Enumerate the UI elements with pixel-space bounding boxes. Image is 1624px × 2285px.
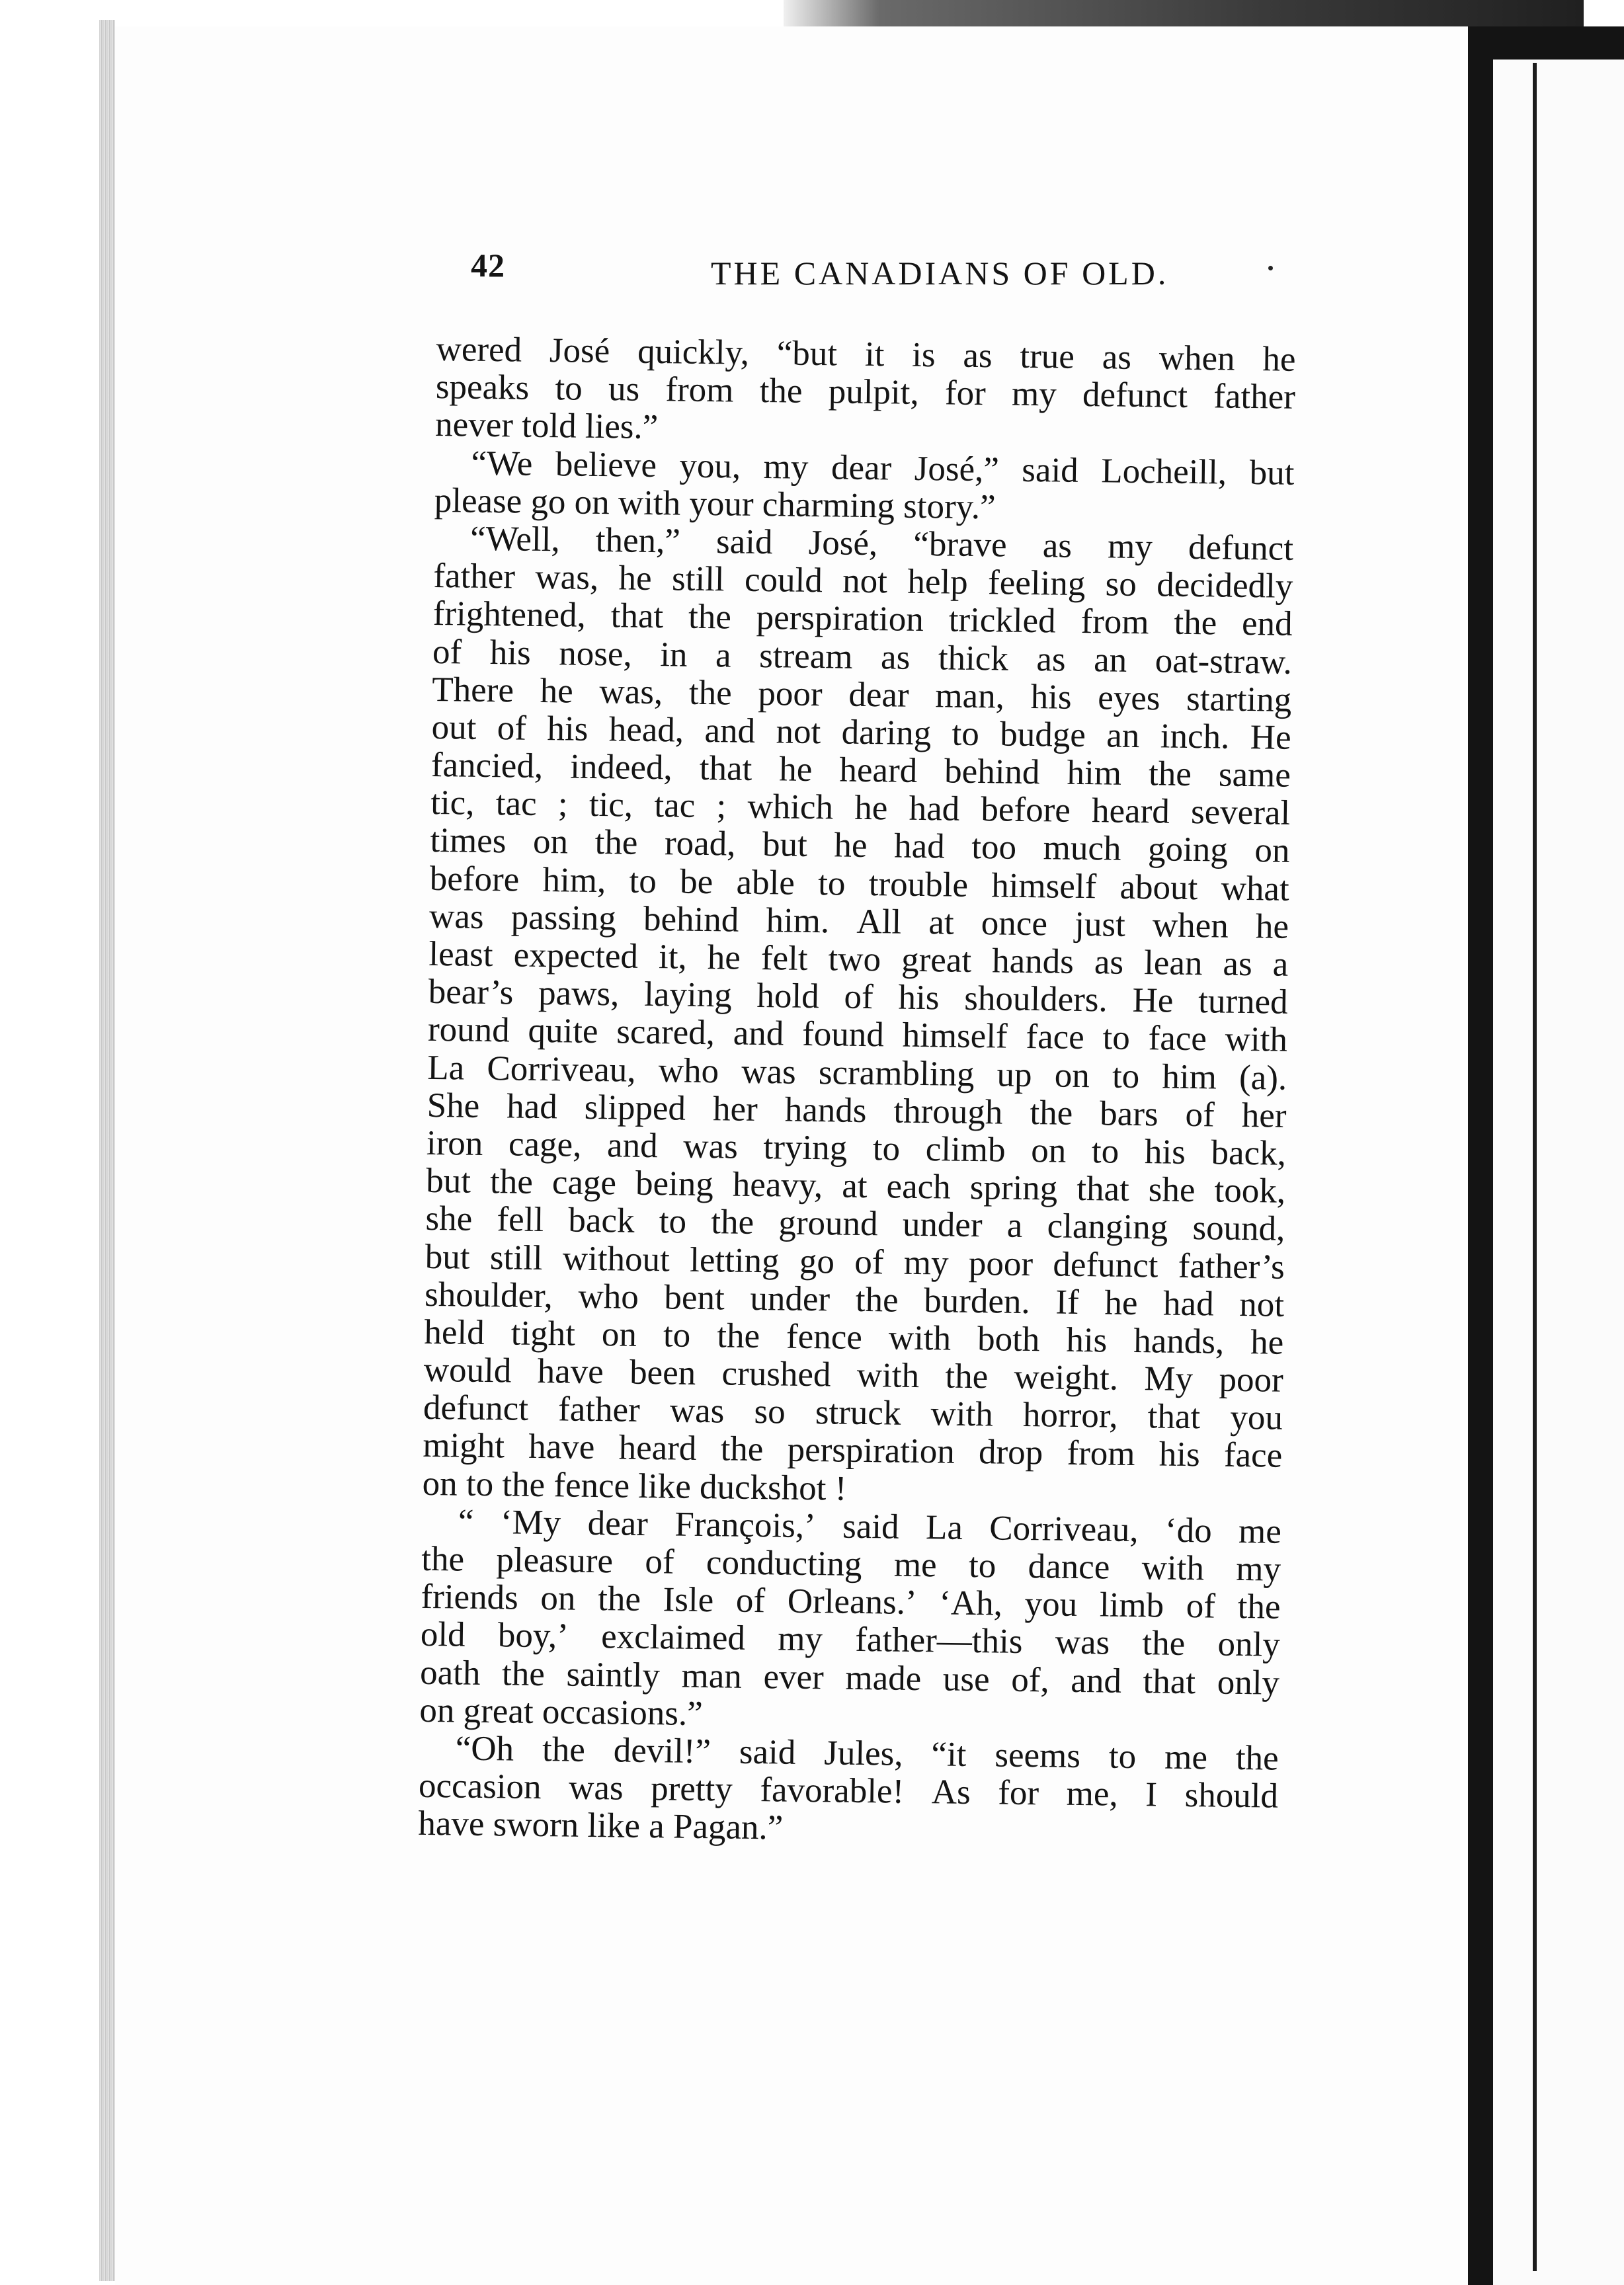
- text-line: “Well, then,” said José, “brave as my defunct: [469, 519, 1294, 568]
- text-line: iron cage, and was trying to climb on to his back,: [426, 1123, 1287, 1173]
- text-line: speaks to us from the pulpit, for my defunct father: [435, 368, 1296, 417]
- text-line: wered José quickly, “but it is as true as when he: [436, 330, 1296, 379]
- text-line: she fell back to the ground under a clanging sound,: [425, 1199, 1285, 1249]
- text-line: but the cage being heavy, at each spring that she took,: [425, 1162, 1286, 1211]
- text-line: might have heard the perspiration drop from his face: [423, 1426, 1283, 1476]
- text-line: frightened, that the perspiration trickled from the end: [432, 594, 1293, 644]
- text-line: There he was, the poor dear man, his eyes starting: [432, 670, 1292, 719]
- text-line: out of his head, and not daring to budge an inch. He: [431, 707, 1291, 757]
- text-line: father was, he still could not help feeling so decidedly: [433, 557, 1293, 606]
- body-text: [418, 331, 1296, 1853]
- facing-page-sliver: [1493, 60, 1624, 2285]
- text-line: “ ‘My dear François,’ said La Corriveau, ‘do me: [458, 1502, 1282, 1551]
- ink-speck: [1268, 266, 1273, 270]
- text-line: the pleasure of conducting me to dance with my: [421, 1539, 1281, 1589]
- text-line: on to the fence like duckshot !: [422, 1464, 847, 1508]
- text-line: times on the road, but he had too much going on: [430, 821, 1290, 871]
- text-line: defunct father was so struck with horror, that you: [423, 1388, 1283, 1438]
- text-line: please go on with your charming story.”: [434, 481, 996, 527]
- text-line: old boy,’ exclaimed my father—this was the only: [420, 1615, 1281, 1665]
- scan-top-shadow: [784, 0, 1584, 29]
- facing-page-rule: [1533, 63, 1537, 2271]
- text-line: of his nose, in a stream as thick as an oat-straw.: [432, 632, 1293, 682]
- text-line: but still without letting go of my poor defunct father’s: [425, 1237, 1285, 1287]
- text-line: “We believe you, my dear José,” said Locheill, but: [471, 444, 1295, 493]
- text-line: was passing behind him. All at once just when he: [428, 897, 1289, 946]
- text-line: oath the saintly man ever made use of, and that only: [419, 1653, 1280, 1703]
- text-line: occasion was pretty favorable! As for me, I should: [418, 1766, 1279, 1816]
- scan-margin-left: [0, 0, 99, 2285]
- page-edge-stack: [99, 20, 115, 2281]
- text-line: fancied, indeed, that he heard behind him the same: [430, 746, 1291, 795]
- page-number: 42: [471, 247, 505, 284]
- text-line: before him, to be able to trouble himself about what: [429, 859, 1290, 908]
- text-line: She had slipped her hands through the bars of her: [426, 1086, 1287, 1135]
- text-line: least expected it, he felt two great hands as lean as a: [428, 934, 1289, 984]
- text-line: tic, tac ; tic, tac ; which he had before heard several: [430, 783, 1291, 833]
- text-line: shoulder, who bent under the burden. If he had not: [424, 1275, 1285, 1324]
- text-line: round quite scared, and found himself face to face with: [427, 1010, 1288, 1060]
- text-line: friends on the Isle of Orleans.’ ‘Ah, you limb of the: [421, 1578, 1281, 1626]
- text-line: bear’s paws, laying hold of his shoulders. He turned: [428, 973, 1288, 1022]
- text-line: would have been crushed with the weight. My poor: [423, 1350, 1284, 1400]
- text-line: La Corriveau, who was scrambling up on to him (a).: [427, 1048, 1287, 1098]
- text-line: on great occasions.”: [419, 1691, 704, 1733]
- text-line: “Oh the devil!” said Jules, “it seems to me the: [455, 1729, 1279, 1778]
- text-line: never told lies.”: [434, 405, 659, 447]
- text-line: have sworn like a Pagan.”: [418, 1804, 784, 1847]
- running-title: THE CANADIANS OF OLD.: [711, 255, 1169, 292]
- text-line: held tight on to the fence with both his hands, he: [424, 1312, 1284, 1362]
